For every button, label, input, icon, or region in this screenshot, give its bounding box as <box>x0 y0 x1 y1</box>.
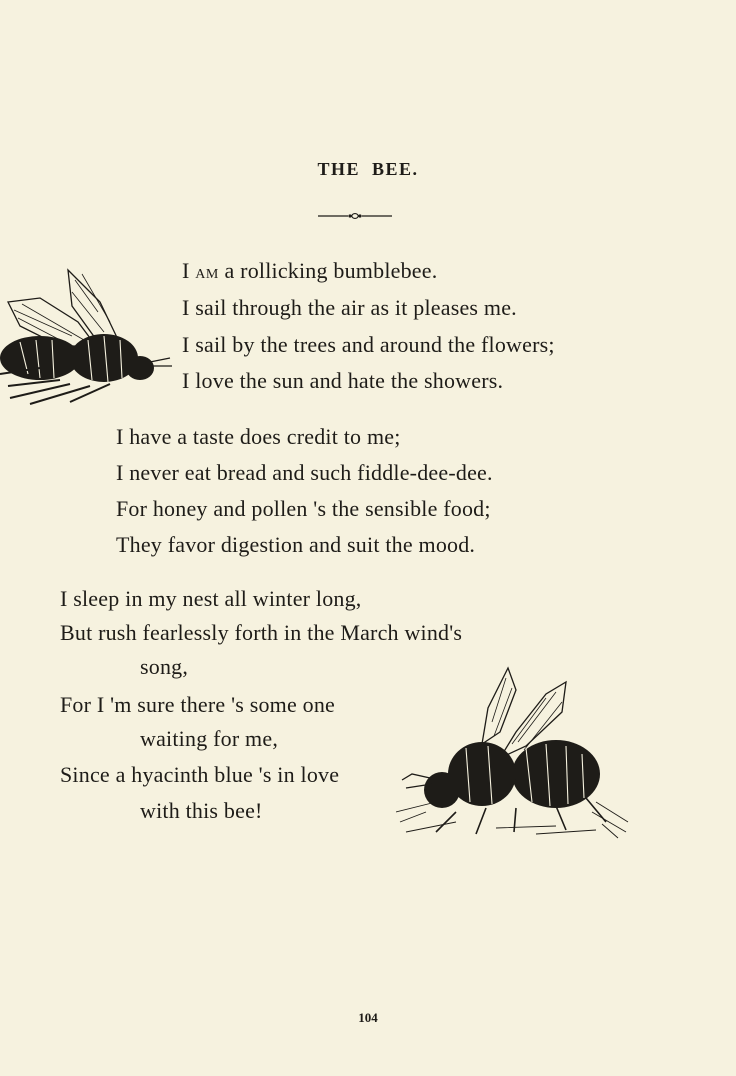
poem-line: I love the sun and hate the showers. <box>182 368 504 393</box>
poem-line: I sleep in my nest all winter long, <box>60 586 362 611</box>
poem-line: They favor digestion and suit the mood. <box>116 532 476 557</box>
page-number: 104 <box>358 1010 378 1025</box>
poem-line: I am a rollicking bumblebee. <box>182 258 438 283</box>
poem-line: But rush fearlessly forth in the March wind's <box>60 620 463 645</box>
flying-bee-illustration <box>0 262 175 412</box>
standing-bee-illustration <box>396 662 632 842</box>
poem-line: For I 'm sure there 's some one <box>60 692 336 717</box>
poem-line-continuation: song, <box>140 654 189 679</box>
poem-title: THE BEE. <box>317 159 419 179</box>
poem-line: I sail by the trees and around the flowers; <box>182 332 555 357</box>
poem-line: I never eat bread and such fiddle-dee-dee. <box>116 460 493 485</box>
poem-line: I have a taste does credit to me; <box>116 424 401 449</box>
poem-line: For honey and pollen 's the sensible food; <box>116 496 491 521</box>
poem-line: I sail through the air as it pleases me. <box>182 295 517 320</box>
ornament-divider-icon <box>316 210 394 222</box>
poem-line-continuation: with this bee! <box>140 798 263 823</box>
poem-line-continuation: waiting for me, <box>140 726 279 751</box>
poem-line: Since a hyacinth blue 's in love <box>60 762 340 787</box>
